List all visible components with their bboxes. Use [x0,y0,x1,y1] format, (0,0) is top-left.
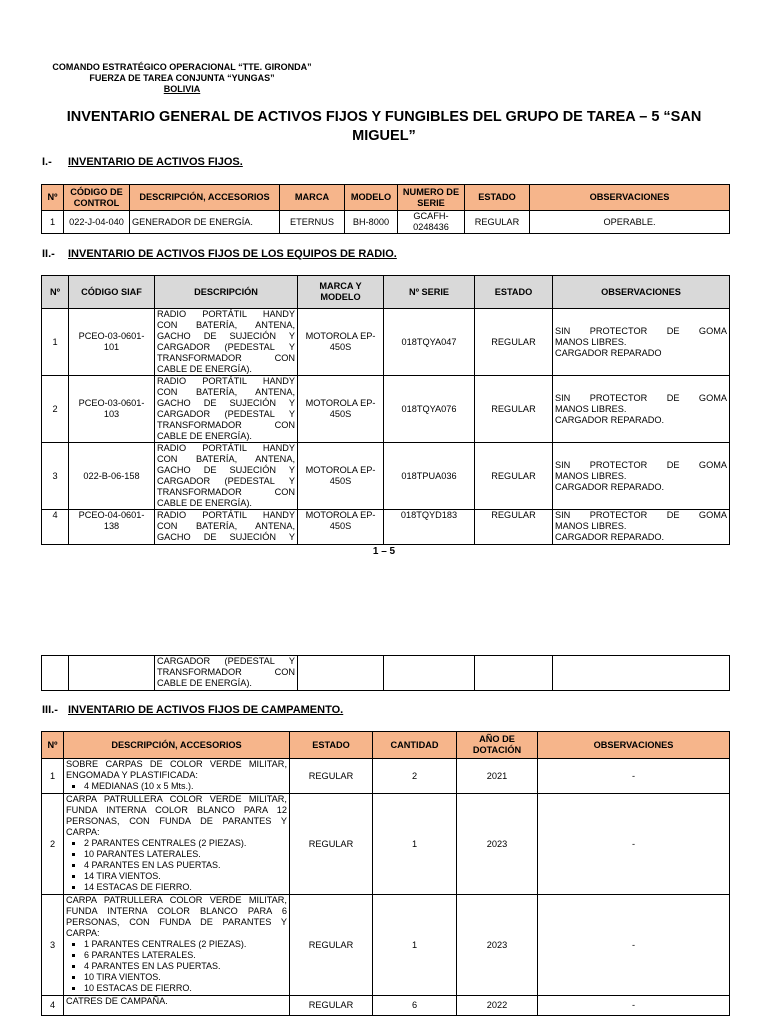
cell-status: REGULAR [290,794,373,895]
description-line: CON BATERÍA, ANTENA, [157,320,295,330]
description-line: CARGADOR (PEDESTAL Y [157,476,295,486]
cell-number: 3 [42,895,64,996]
cell-status: REGULAR [475,376,553,443]
table-row [42,443,730,510]
cell-number: 1 [42,759,64,794]
observation-line: MANOS LIBRES. [555,521,627,531]
cell-quantity: 1 [373,794,457,895]
description-line: SOBRE CARPAS DE COLOR VERDE MILITAR, [66,759,287,769]
col-header: OBSERVACIONES [553,276,730,309]
description-line: FUNDA INTERNA COLOR BLANCO PARA 6 [66,906,287,916]
description-line: RADIO PORTÁTIL HANDY [157,510,295,520]
description-line: CABLE DE ENERGÍA). [157,364,252,374]
cell-quantity: 1 [373,895,457,996]
cell-number: 1 [42,211,64,234]
description-line: ENGOMADA Y PLASTIFICADA: [66,770,198,780]
cell-code: PCEO-03-0601-103 [69,376,155,443]
description-line: CON BATERÍA, ANTENA, [157,521,295,531]
description-line: RADIO PORTÁTIL HANDY [157,443,295,453]
cell-year: 2021 [457,759,538,794]
cell-status: REGULAR [290,759,373,794]
accessory-item: ▪ 1 PARANTES CENTRALES (2 PIEZAS). [84,939,287,950]
cell-year: 2022 [457,996,538,1016]
page-number: 1 – 5 [372,546,396,557]
table-row [42,794,730,895]
cell-code: PCEO-04-0601-138 [69,510,155,545]
col-header: Nº SERIE [384,276,475,309]
cell-serial: 018TPUA036 [384,443,475,510]
description-line: GACHO DE SUJECIÓN Y [157,465,295,475]
section-2-number: II.- [42,248,55,260]
description-line: CARGADOR (PEDESTAL Y [157,409,295,419]
cell-status: REGULAR [475,510,553,545]
observation-line: MANOS LIBRES. [555,336,627,347]
cell-observations [553,443,730,510]
cell-brand: ETERNUS [280,211,345,234]
col-header: ESTADO [475,276,553,309]
col-header: CANTIDAD [373,732,457,759]
table-row [42,759,730,794]
observation-line: CARGADOR REPARADO [555,347,662,358]
cell-number: 2 [42,376,69,443]
cell-status: REGULAR [465,211,530,234]
section-1-number: I.- [42,156,52,168]
accessory-item: ▪ 4 PARANTES EN LAS PUERTAS. [84,860,287,871]
description-line: CARPA: [66,928,100,938]
description-line: GACHO DE SUJECIÓN Y [157,532,295,542]
description-line: FUNDA INTERNA COLOR BLANCO PARA 12 [66,805,287,815]
cell-observations: - [538,759,730,794]
description-line: CON BATERÍA, ANTENA, [157,454,295,464]
cell-observations [553,376,730,443]
accessory-item: ▪ 10 ESTACAS DE FIERRO. [84,983,287,994]
table-row [42,996,730,1016]
cell-description [155,376,298,443]
letterhead-task-force: FUERZA DE TAREA CONJUNTA “YUNGAS” [89,73,275,83]
cell-code: 022-B-06-158 [69,443,155,510]
table-header-row [42,276,730,309]
table-header-row [42,185,730,211]
table-row [42,211,730,234]
cell-brand-model: MOTOROLA EP-450S [298,510,384,545]
fixed-assets-table [41,184,730,234]
description-line: GACHO DE SUJECIÓN Y [157,331,295,341]
cell-quantity: 6 [373,996,457,1016]
observation-line: SIN PROTECTOR DE GOMA [555,510,727,520]
cell-serial: 018TQYA047 [384,309,475,376]
col-header: CÓDIGO DE CONTROL [64,185,130,211]
cell-observations: OPERABLE. [530,211,730,234]
description-line: PERSONAS, CON FUNDA DE PARANTES Y [66,816,287,826]
cell-observations [553,510,730,545]
table-row [42,376,730,443]
observation-line: MANOS LIBRES. [555,403,627,414]
document-title: INVENTARIO GENERAL DE ACTIVOS FIJOS Y FUNGIBLES DEL GRUPO DE TAREA – 5 “SAN MIGUEL” [66,109,702,144]
accessory-item: ▪ 10 PARANTES LATERALES. [84,849,287,860]
cell-description-continued: CARGADOR (PEDESTAL Y TRANSFORMADOR CON CABLE DE ENERGÍA). [155,656,298,691]
col-header: DESCRIPCIÓN, ACCESORIOS [64,732,290,759]
cell-year: 2023 [457,794,538,895]
accessory-list [66,939,287,994]
cell-observations: - [538,996,730,1016]
observation-line: SIN PROTECTOR DE GOMA [555,392,727,403]
description-line: RADIO PORTÁTIL HANDY [157,376,295,386]
radio-table-body [42,309,730,545]
cell-description [155,510,298,545]
cell-description [64,759,290,794]
cell-year: 2023 [457,895,538,996]
description-line: CARPA PATRULLERA COLOR VERDE MILITAR, [66,895,287,905]
table-row [42,309,730,376]
cell-description [64,895,290,996]
radio-table-continuation [41,655,730,691]
cell-observations: - [538,794,730,895]
description-line: CABLE DE ENERGÍA). [157,431,252,441]
col-header: MARCA Y MODELO [298,276,384,309]
accessory-item: ▪ 10 TIRA VIENTOS. [84,972,287,983]
cell-number: 2 [42,794,64,895]
camp-assets-table [41,731,730,1016]
section-3-number: III.- [42,704,58,716]
description-line: CON BATERÍA, ANTENA, [157,387,295,397]
cell-status: REGULAR [290,996,373,1016]
description-line: CATRES DE CAMPAÑA. [66,996,168,1006]
cell-description [155,309,298,376]
observation-line: CARGADOR REPARADO. [555,414,665,425]
accessory-list [66,838,287,893]
cell-observations [553,309,730,376]
accessory-list [66,781,287,792]
description-line: GACHO DE SUJECIÓN Y [157,398,295,408]
description-line: CABLE DE ENERGÍA). [157,498,252,508]
description-line: TRANSFORMADOR CON [157,487,295,497]
accessory-item: ▪ 14 ESTACAS DE FIERRO. [84,882,287,893]
col-header: MODELO [345,185,398,211]
table-row [42,656,730,691]
cell-brand-model: MOTOROLA EP-450S [298,443,384,510]
cell-brand-model: MOTOROLA EP-450S [298,376,384,443]
cell-code: PCEO-03-0601-101 [69,309,155,376]
radio-equipment-table [41,275,730,545]
cell-description [64,794,290,895]
col-header: AÑO DE DOTACIÓN [457,732,538,759]
observation-line: CARGADOR REPARADO. [555,481,665,492]
cell-status: REGULAR [475,309,553,376]
cell-serial: GCAFH-0248436 [398,211,465,234]
col-header: NUMERO DE SERIE [398,185,465,211]
cell-observations: - [538,895,730,996]
col-header: OBSERVACIONES [538,732,730,759]
description-line: PERSONAS, CON FUNDA DE PARANTES Y [66,917,287,927]
col-header: MARCA [280,185,345,211]
cell-description [155,443,298,510]
cell-description [64,996,290,1016]
col-header: OBSERVACIONES [530,185,730,211]
letterhead [40,62,324,95]
description-line: TRANSFORMADOR CON [157,420,295,430]
cell-quantity: 2 [373,759,457,794]
cell-code: 022-J-04-040 [64,211,130,234]
cell-status: REGULAR [290,895,373,996]
cell-serial: 018TQYA076 [384,376,475,443]
cell-number: 1 [42,309,69,376]
cell-model: BH-8000 [345,211,398,234]
observation-line: SIN PROTECTOR DE GOMA [555,325,727,336]
section-3-title: INVENTARIO DE ACTIVOS FIJOS DE CAMPAMENTO. [68,704,344,716]
col-header: DESCRIPCIÓN, ACCESORIOS [130,185,280,211]
section-1-heading [42,156,243,168]
cell-status: REGULAR [475,443,553,510]
col-header: Nº [42,732,64,759]
camp-table-body [42,759,730,1016]
col-header: CÓDIGO SIAF [69,276,155,309]
accessory-item: ▪ 4 PARANTES EN LAS PUERTAS. [84,961,287,972]
section-2-heading [42,248,397,260]
description-line: RADIO PORTÁTIL HANDY [157,309,295,319]
description-line: CARGADOR (PEDESTAL Y [157,342,295,352]
cell-number: 3 [42,443,69,510]
table-header-row [42,732,730,759]
letterhead-country: BOLIVIA [163,84,201,94]
cell-brand-model: MOTOROLA EP-450S [298,309,384,376]
table-row [42,510,730,545]
col-header: ESTADO [465,185,530,211]
accessory-item: ▪ 4 MEDIANAS (10 x 5 Mts.). [84,781,287,792]
accessory-item: ▪ 14 TIRA VIENTOS. [84,871,287,882]
col-header: Nº [42,276,69,309]
accessory-item: ▪ 2 PARANTES CENTRALES (2 PIEZAS). [84,838,287,849]
accessory-item: ▪ 6 PARANTES LATERALES. [84,950,287,961]
observation-line: CARGADOR REPARADO. [555,532,665,542]
letterhead-command: COMANDO ESTRATÉGICO OPERACIONAL “TTE. GIRONDA” [52,62,312,72]
col-header: ESTADO [290,732,373,759]
description-line: CARPA: [66,827,100,837]
table-row [42,895,730,996]
observation-line: MANOS LIBRES. [555,470,627,481]
observation-line: SIN PROTECTOR DE GOMA [555,459,727,470]
section-1-title: INVENTARIO DE ACTIVOS FIJOS. [68,156,243,168]
col-header: DESCRIPCIÓN [155,276,298,309]
cell-number: 4 [42,996,64,1016]
cell-description: GENERADOR DE ENERGÍA. [130,211,280,234]
section-3-heading [42,704,343,716]
section-2-title: INVENTARIO DE ACTIVOS FIJOS DE LOS EQUIPOS DE RADIO. [68,248,397,260]
col-header: Nº [42,185,64,211]
description-line: CARPA PATRULLERA COLOR VERDE MILITAR, [66,794,287,804]
description-line: TRANSFORMADOR CON [157,353,295,363]
cell-number: 4 [42,510,69,545]
cell-serial: 018TQYD183 [384,510,475,545]
